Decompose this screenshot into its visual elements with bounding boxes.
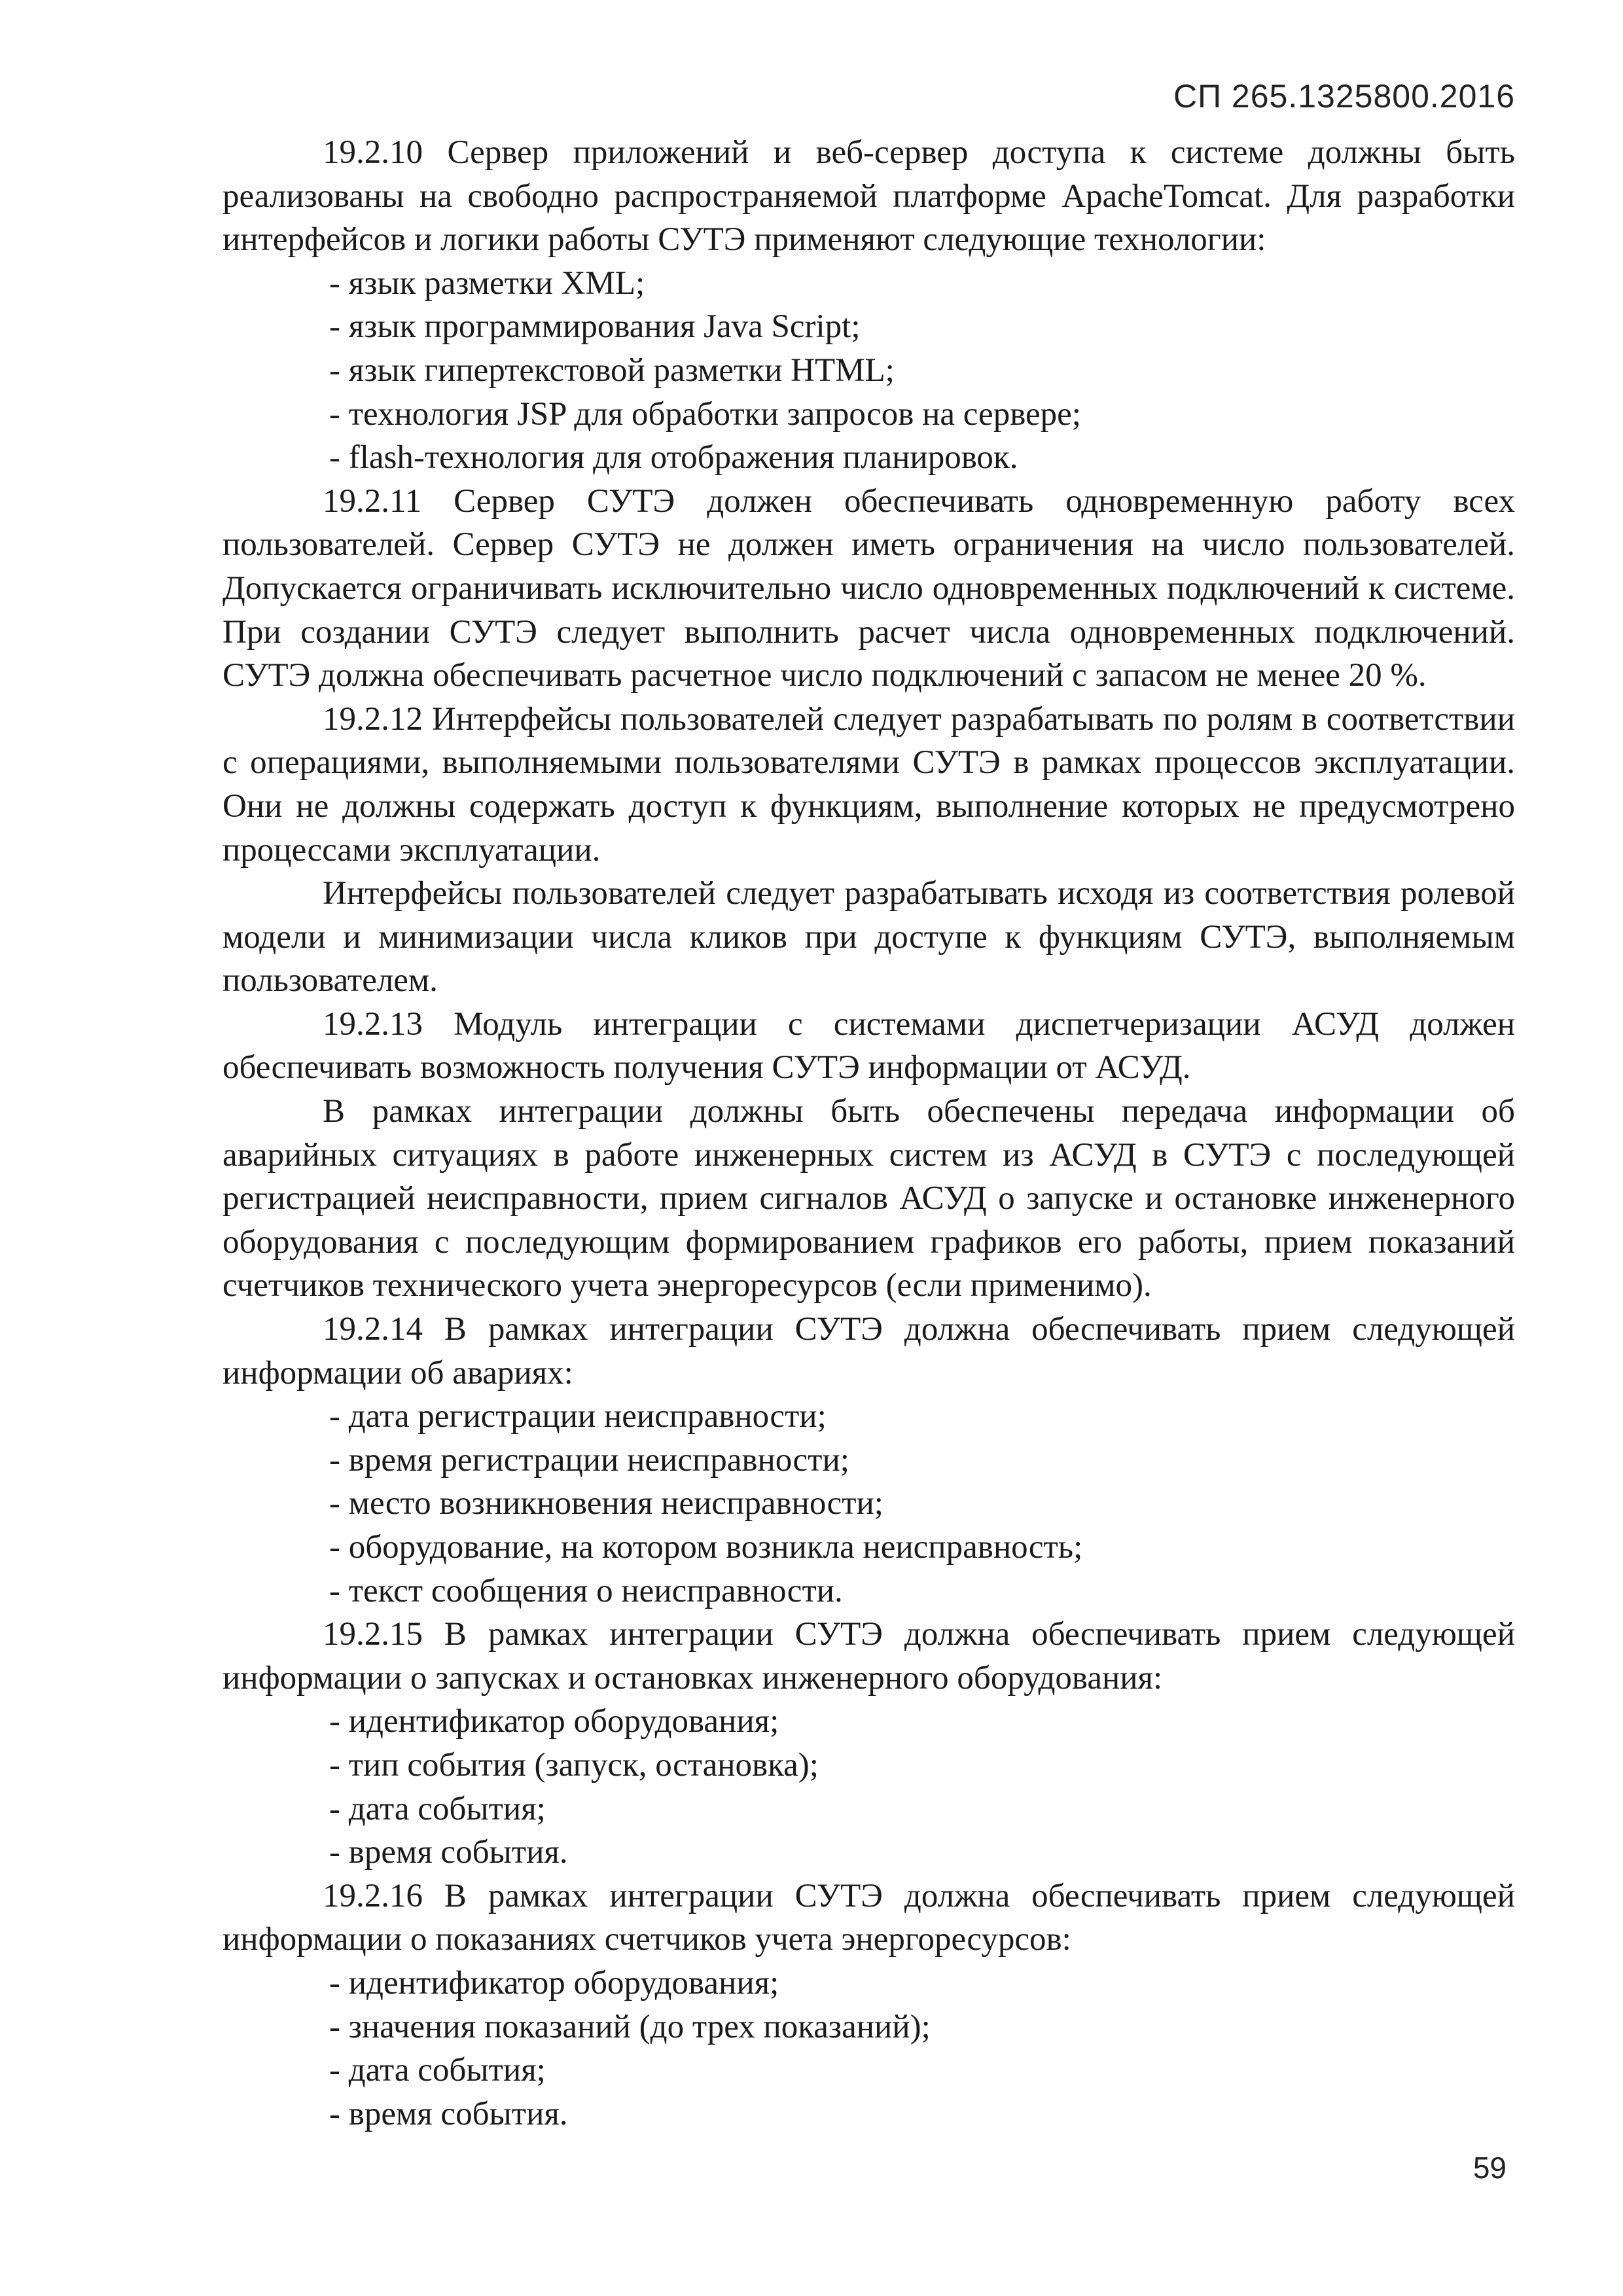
list-item: - язык гипертекстовой разметки HTML; (329, 351, 895, 389)
list-item: - оборудование, на котором возникла неисправность; (329, 1529, 1083, 1566)
list-item: - место возникновения неисправности; (329, 1485, 883, 1522)
list-item: - текст сообщения о неисправности. (329, 1572, 843, 1609)
clause-19-2-16: 19.2.16 В рамках интеграции СУТЭ должна обеспечивать прием следующей информации о показаниях счетчиков учета энергоресурсов: (223, 1877, 1515, 1958)
list-item: - дата регистрации неисправности; (329, 1398, 827, 1435)
document-code: СП 265.1325800.2016 (1173, 78, 1515, 115)
list-item: - дата события; (329, 1790, 546, 1827)
list-item: - значения показаний (до трех показаний); (329, 2008, 931, 2045)
clause-19-2-12: 19.2.12 Интерфейсы пользователей следует разрабатывать по ролям в соответствии с операциями, выполняемыми пользователями СУТЭ в рамках процессов эксплуатации. Они не должны содержать доступ к функциям, выполнение которых не предусмотрено процессами эксплуатации. (223, 700, 1515, 869)
list-item: - время регистрации неисправности; (329, 1441, 849, 1479)
list-item: - flash-технология для отображения планировок. (329, 439, 1018, 476)
list-item: - идентификатор оборудования; (329, 1964, 779, 2001)
document-body (223, 131, 1515, 2136)
list-item: - тип события (запуск, остановка); (329, 1746, 819, 1784)
list-item: - дата события; (329, 2052, 546, 2089)
list-item: - технология JSP для обработки запросов на сервере; (329, 395, 1081, 433)
list-item: - время события. (329, 2095, 568, 2132)
list-item: - идентификатор оборудования; (329, 1703, 779, 1740)
clause-19-2-13-paragraph-2: В рамках интеграции должны быть обеспечены передача информации об аварийных ситуациях в работе инженерных систем из АСУД в СУТЭ с последующей регистрацией неисправности, прием сигналов АСУД о запуске и остановке инженерного оборудования с последующим формированием графиков его работы, прием показаний счетчиков технического учета энергоресурсов (если применимо). (223, 1093, 1515, 1304)
clause-19-2-11: 19.2.11 Сервер СУТЭ должен обеспечивать одновременную работу всех пользователей. Сервер СУТЭ не должен иметь ограничения на число пользователей. Допускается ограничивать исключительно число одновременных подключений к системе. При создании СУТЭ следует выполнить расчет числа одновременных подключений. СУТЭ должна обеспечивать расчетное число подключений с запасом не менее 20 %. (223, 482, 1515, 694)
list-item: - язык разметки XML; (329, 264, 645, 302)
clause-19-2-14: 19.2.14 В рамках интеграции СУТЭ должна обеспечивать прием следующей информации об авариях: (223, 1311, 1515, 1391)
list-item: - время события. (329, 1834, 568, 1871)
list-item: - язык программирования Java Script; (329, 308, 861, 346)
clause-19-2-15: 19.2.15 В рамках интеграции СУТЭ должна обеспечивать прием следующей информации о запусках и остановках инженерного оборудования: (223, 1616, 1515, 1696)
clause-19-2-12-paragraph-2: Интерфейсы пользователей следует разрабатывать исходя из соответствия ролевой модели и минимизации числа кликов при доступе к функциям СУТЭ, выполняемым пользователем. (223, 875, 1515, 999)
page-number: 59 (1472, 2151, 1507, 2185)
clause-19-2-10: 19.2.10 Сервер приложений и веб-сервер доступа к системе должны быть реализованы на свободно распространяемой платформе ApacheTomcat. Для разработки интерфейсов и логики работы СУТЭ применяют следующие технологии: (223, 134, 1515, 259)
clause-19-2-13: 19.2.13 Модуль интеграции с системами диспетчеризации АСУД должен обеспечивать возможность получения СУТЭ информации от АСУД. (223, 1005, 1515, 1086)
